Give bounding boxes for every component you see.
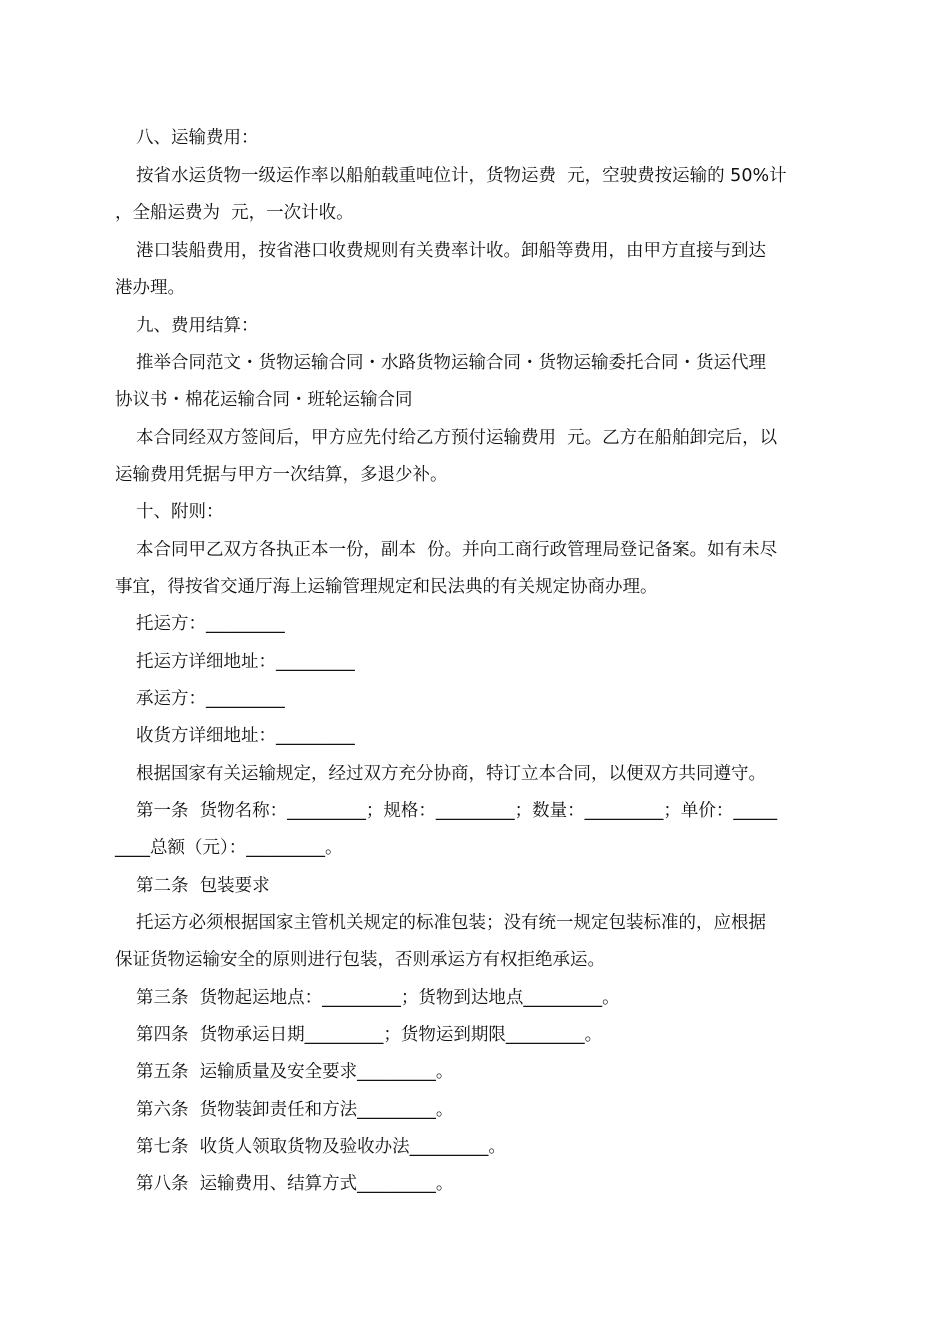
shipper-field: 托运方：_________ xyxy=(136,614,285,634)
paragraph-line: ，全船运费为 元，一次计收。 xyxy=(115,203,354,223)
paragraph-line: 港口装船费用，按省港口收费规则有关费率计收。卸船等费用，由甲方直接与到达 xyxy=(136,241,766,261)
article-5: 第五条 运输质量及安全要求_________。 xyxy=(136,1062,454,1082)
article-3: 第三条 货物起运地点：_________；货物到达地点_________。 xyxy=(136,988,620,1008)
paragraph-line: 保证货物运输安全的原则进行包装，否则承运方有权拒绝承运。 xyxy=(115,950,605,970)
section-heading-fee-settlement: 九、费用结算： xyxy=(136,316,259,336)
shipper-address-field: 托运方详细地址：_________ xyxy=(136,652,355,672)
article-1: 第一条 货物名称：_________；规格：_________；数量：_________；单价：_____ xyxy=(136,801,778,821)
paragraph-line: 本合同甲乙双方各执正本一份，副本 份。并向工商行政管理局登记备案。如有未尽 xyxy=(136,540,778,560)
paragraph-line: 港办理。 xyxy=(115,278,185,298)
paragraph-line: 运输费用凭据与甲方一次结算，多退少补。 xyxy=(115,465,448,485)
article-2: 第二条 包装要求 xyxy=(136,876,270,896)
article-6: 第六条 货物装卸责任和方法_________。 xyxy=(136,1100,454,1120)
article-7: 第七条 收货人领取货物及验收办法_________。 xyxy=(136,1137,506,1157)
section-heading-transport-fees: 八、运输费用： xyxy=(136,128,259,148)
section-heading-supplementary: 十、附则： xyxy=(136,502,224,522)
paragraph-line: 协议书・棉花运输合同・班轮运输合同 xyxy=(115,390,413,410)
carrier-field: 承运方：_________ xyxy=(136,689,285,709)
article-1-continued: ____总额（元）：_________。 xyxy=(115,838,343,858)
paragraph-line: 根据国家有关运输规定，经过双方充分协商，特订立本合同，以便双方共同遵守。 xyxy=(136,764,766,784)
paragraph-line: 推举合同范文・货物运输合同・水路货物运输合同・货物运输委托合同・货运代理 xyxy=(136,353,766,373)
article-4: 第四条 货物承运日期_________；货物运到期限_________。 xyxy=(136,1025,603,1045)
article-8: 第八条 运输费用、结算方式_________。 xyxy=(136,1174,454,1194)
paragraph-line: 托运方必须根据国家主管机关规定的标准包装；没有统一规定包装标准的，应根据 xyxy=(136,913,766,933)
consignee-address-field: 收货方详细地址：_________ xyxy=(136,726,355,746)
paragraph-line: 本合同经双方签间后，甲方应先付给乙方预付运输费用 元。乙方在船舶卸完后，以 xyxy=(136,428,778,448)
paragraph-line: 按省水运货物一级运作率以船舶载重吨位计，货物运费 元，空驶费按运输的 50%计 xyxy=(136,166,787,186)
paragraph-line: 事宜，得按省交通厅海上运输管理规定和民法典的有关规定协商办理。 xyxy=(115,577,658,597)
